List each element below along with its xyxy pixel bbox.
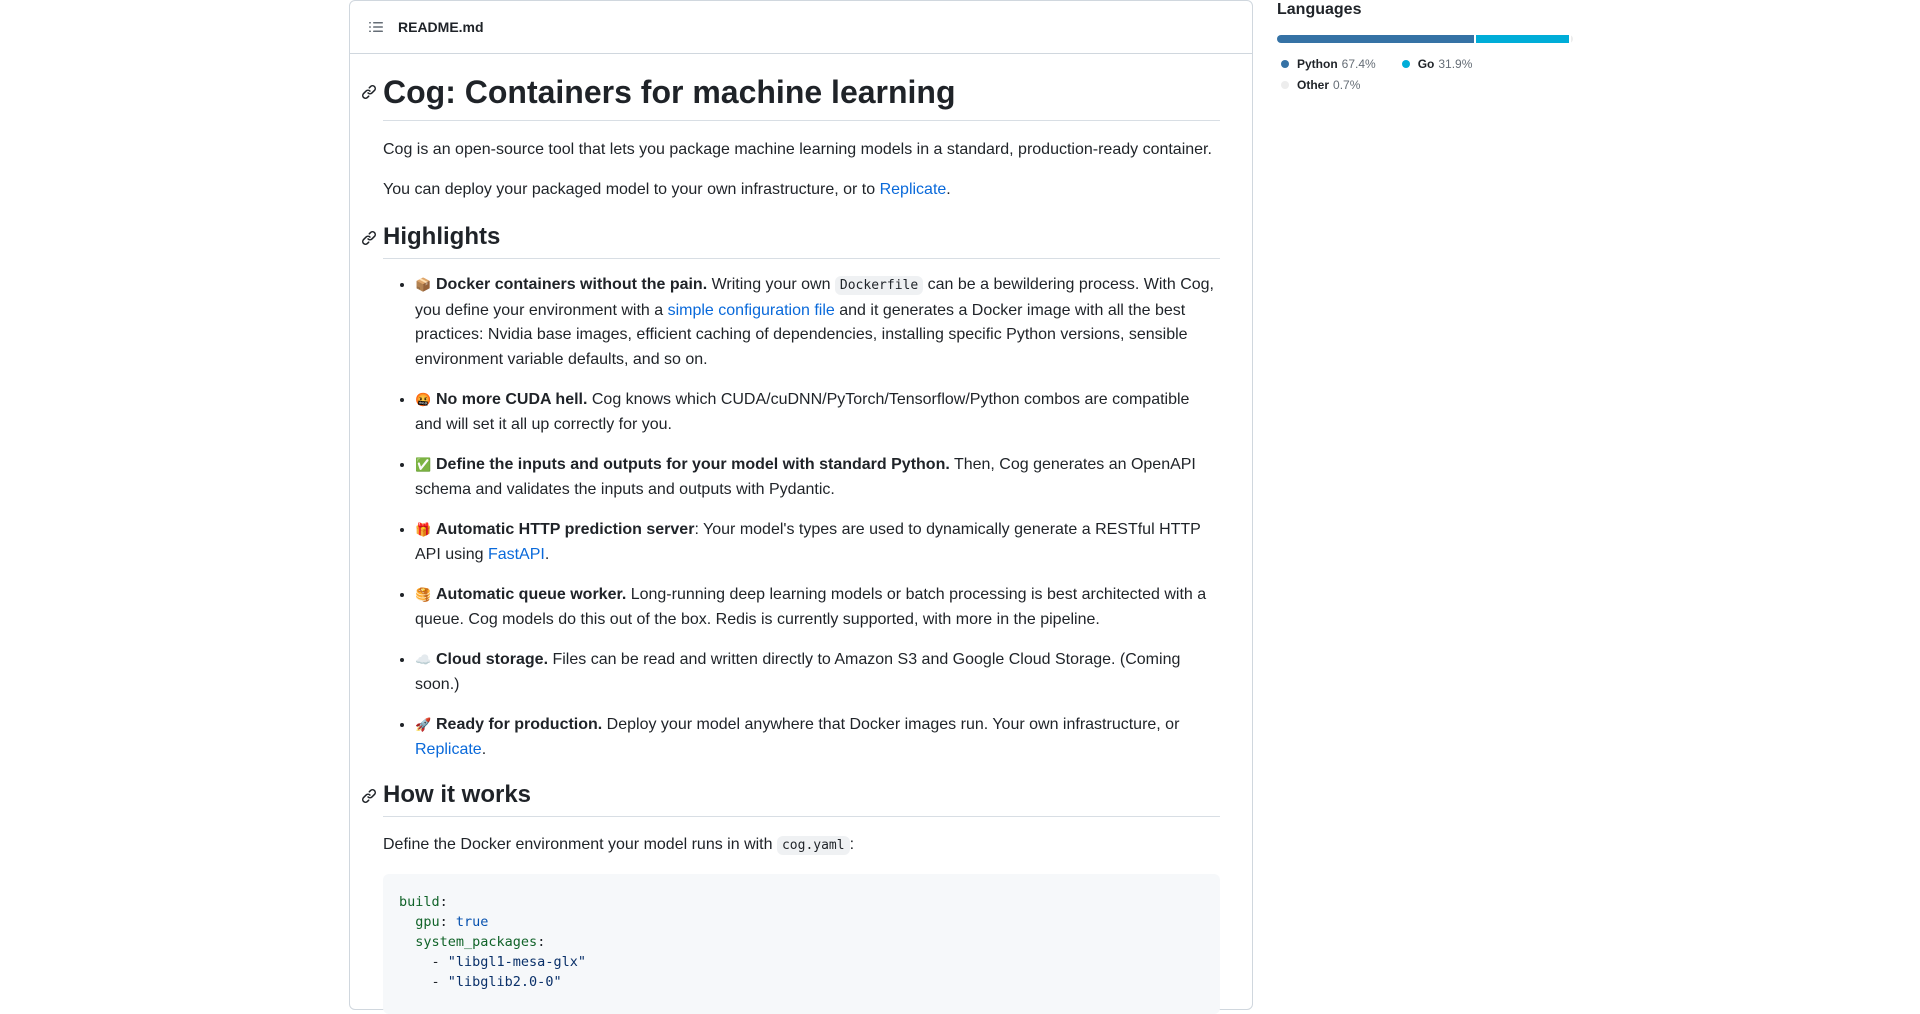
language-color-dot <box>1281 60 1289 68</box>
link-icon <box>361 788 377 804</box>
code-line: system_packages: <box>415 934 546 950</box>
language-percent: 0.7% <box>1333 77 1361 92</box>
inline-code: Dockerfile <box>835 276 923 295</box>
list-item <box>415 518 1220 567</box>
code-line: - "libglib2.0-0" <box>431 974 562 990</box>
how-it-works-paragraph <box>383 833 1220 858</box>
how-it-works-anchor-link[interactable] <box>361 787 379 805</box>
how-it-works-heading-text: How it works <box>383 781 532 808</box>
title-anchor-link[interactable] <box>361 83 379 101</box>
list-item <box>415 713 1220 762</box>
code-line: gpu: true <box>415 914 489 930</box>
title-text: Cog: Containers for machine learning <box>383 74 956 110</box>
languages-title: Languages <box>1277 1 1362 18</box>
highlight-text: can be a bewildering process. With Cog, you define your environment with a <box>415 276 1214 319</box>
link-icon <box>361 230 377 246</box>
list-item <box>415 453 1220 502</box>
how-text: Define the Docker environment your model runs in with <box>383 836 777 853</box>
language-item-python[interactable] <box>1277 53 1376 74</box>
highlight-text: Then, Cog generates an OpenAPI schema and validates the inputs and outputs with Pydantic. <box>415 456 1196 498</box>
highlights-anchor-link[interactable] <box>361 229 379 247</box>
language-name: Go <box>1417 56 1435 71</box>
pancakes-icon: 🥞 <box>415 587 432 602</box>
highlight-text: Writing your own <box>707 276 835 293</box>
cloud-icon: ☁️ <box>415 652 432 667</box>
table-of-contents-button[interactable] <box>366 17 386 37</box>
rocket-icon: 🚀 <box>415 717 432 732</box>
configuration-file-link[interactable]: simple configuration file <box>667 301 835 319</box>
languages-sidebar <box>1277 0 1573 95</box>
replicate-link[interactable]: Replicate <box>415 740 482 758</box>
highlights-heading <box>383 223 1220 259</box>
highlight-text: . <box>481 740 487 758</box>
code-line: - "libgl1-mesa-glx" <box>431 954 586 970</box>
highlight-title: Docker containers without the pain. <box>436 276 708 293</box>
readme-filename: README.md <box>398 19 484 35</box>
language-name: Python <box>1297 56 1338 71</box>
fastapi-link[interactable]: FastAPI <box>487 545 545 563</box>
language-percent: 31.9% <box>1438 56 1473 71</box>
language-name: Other <box>1297 77 1330 92</box>
deploy-text: You can deploy your packaged model to your own infrastructure, or to <box>383 181 880 198</box>
gift-icon: 🎁 <box>415 522 432 537</box>
language-bar-segment-other[interactable] <box>1571 35 1573 43</box>
highlight-title: Automatic queue worker. <box>436 586 627 603</box>
page-title <box>383 74 1220 121</box>
code-block[interactable] <box>383 874 1220 1014</box>
highlight-text: Cog knows which CUDA/cuDNN/PyTorch/Tensorflow/Python combos are compatible and will set it all up correctly for you. <box>415 391 1190 433</box>
language-bar-segment-go[interactable] <box>1476 35 1569 43</box>
highlight-title: Cloud storage. <box>436 651 549 668</box>
list-item <box>415 388 1220 437</box>
inline-code: cog.yaml <box>777 836 850 855</box>
highlight-title: Define the inputs and outputs for your model with standard Python. <box>436 456 950 473</box>
highlight-text: and it generates a Docker image with all the best practices: Nvidia base images, efficient caching of dependencies, installing specific Python versions, sensible environment variable defaults, and so on. <box>415 301 1188 368</box>
highlight-title: Ready for production. <box>436 716 603 733</box>
languages-list <box>1277 53 1573 95</box>
replicate-link[interactable]: Replicate <box>879 181 947 198</box>
language-item-other <box>1277 74 1551 95</box>
readme-panel <box>349 0 1253 1010</box>
highlight-text: Deploy your model anywhere that Docker images run. Your own infrastructure, or <box>602 716 1180 733</box>
language-percent: 67.4% <box>1341 56 1376 71</box>
language-color-dot <box>1402 60 1410 68</box>
highlight-text: Files can be read and written directly to Amazon S3 and Google Cloud Storage. (Coming soon.) <box>415 651 1181 693</box>
deploy-paragraph <box>383 178 1220 202</box>
highlight-title: No more CUDA hell. <box>436 391 588 408</box>
how-suffix: : <box>849 836 855 853</box>
code-line: build: <box>399 894 448 910</box>
highlight-text: : Your model's types are used to dynamically generate a RESTful HTTP API using <box>415 521 1201 563</box>
languages-bar <box>1277 35 1573 43</box>
highlights-list <box>383 273 1220 762</box>
highlight-title: Automatic HTTP prediction server <box>436 521 695 538</box>
readme-header <box>350 1 1252 54</box>
language-item-go[interactable] <box>1398 53 1473 74</box>
how-it-works-heading <box>383 781 1220 817</box>
language-color-dot <box>1281 81 1289 89</box>
readme-article <box>350 74 1252 1014</box>
highlight-text: . <box>544 545 550 563</box>
highlights-heading-text: Highlights <box>383 223 501 250</box>
highlight-text: Long-running deep learning models or batch processing is best architected with a queue. Cog models do this out of the box. Redis is currently supported, with more in the pipeline. <box>415 586 1207 628</box>
language-bar-segment-python[interactable] <box>1277 35 1474 43</box>
list-item <box>415 648 1220 697</box>
deploy-suffix: . <box>946 181 951 198</box>
list-item <box>415 583 1220 632</box>
angry-face-icon: 🤬 <box>415 392 432 407</box>
package-icon: 📦 <box>415 277 432 292</box>
list-item <box>415 273 1220 372</box>
check-mark-icon: ✅ <box>415 457 432 472</box>
list-unordered-icon <box>368 19 384 35</box>
intro-paragraph: Cog is an open-source tool that lets you package machine learning models in a standard, production-ready container. <box>383 141 1212 158</box>
link-icon <box>361 84 377 100</box>
